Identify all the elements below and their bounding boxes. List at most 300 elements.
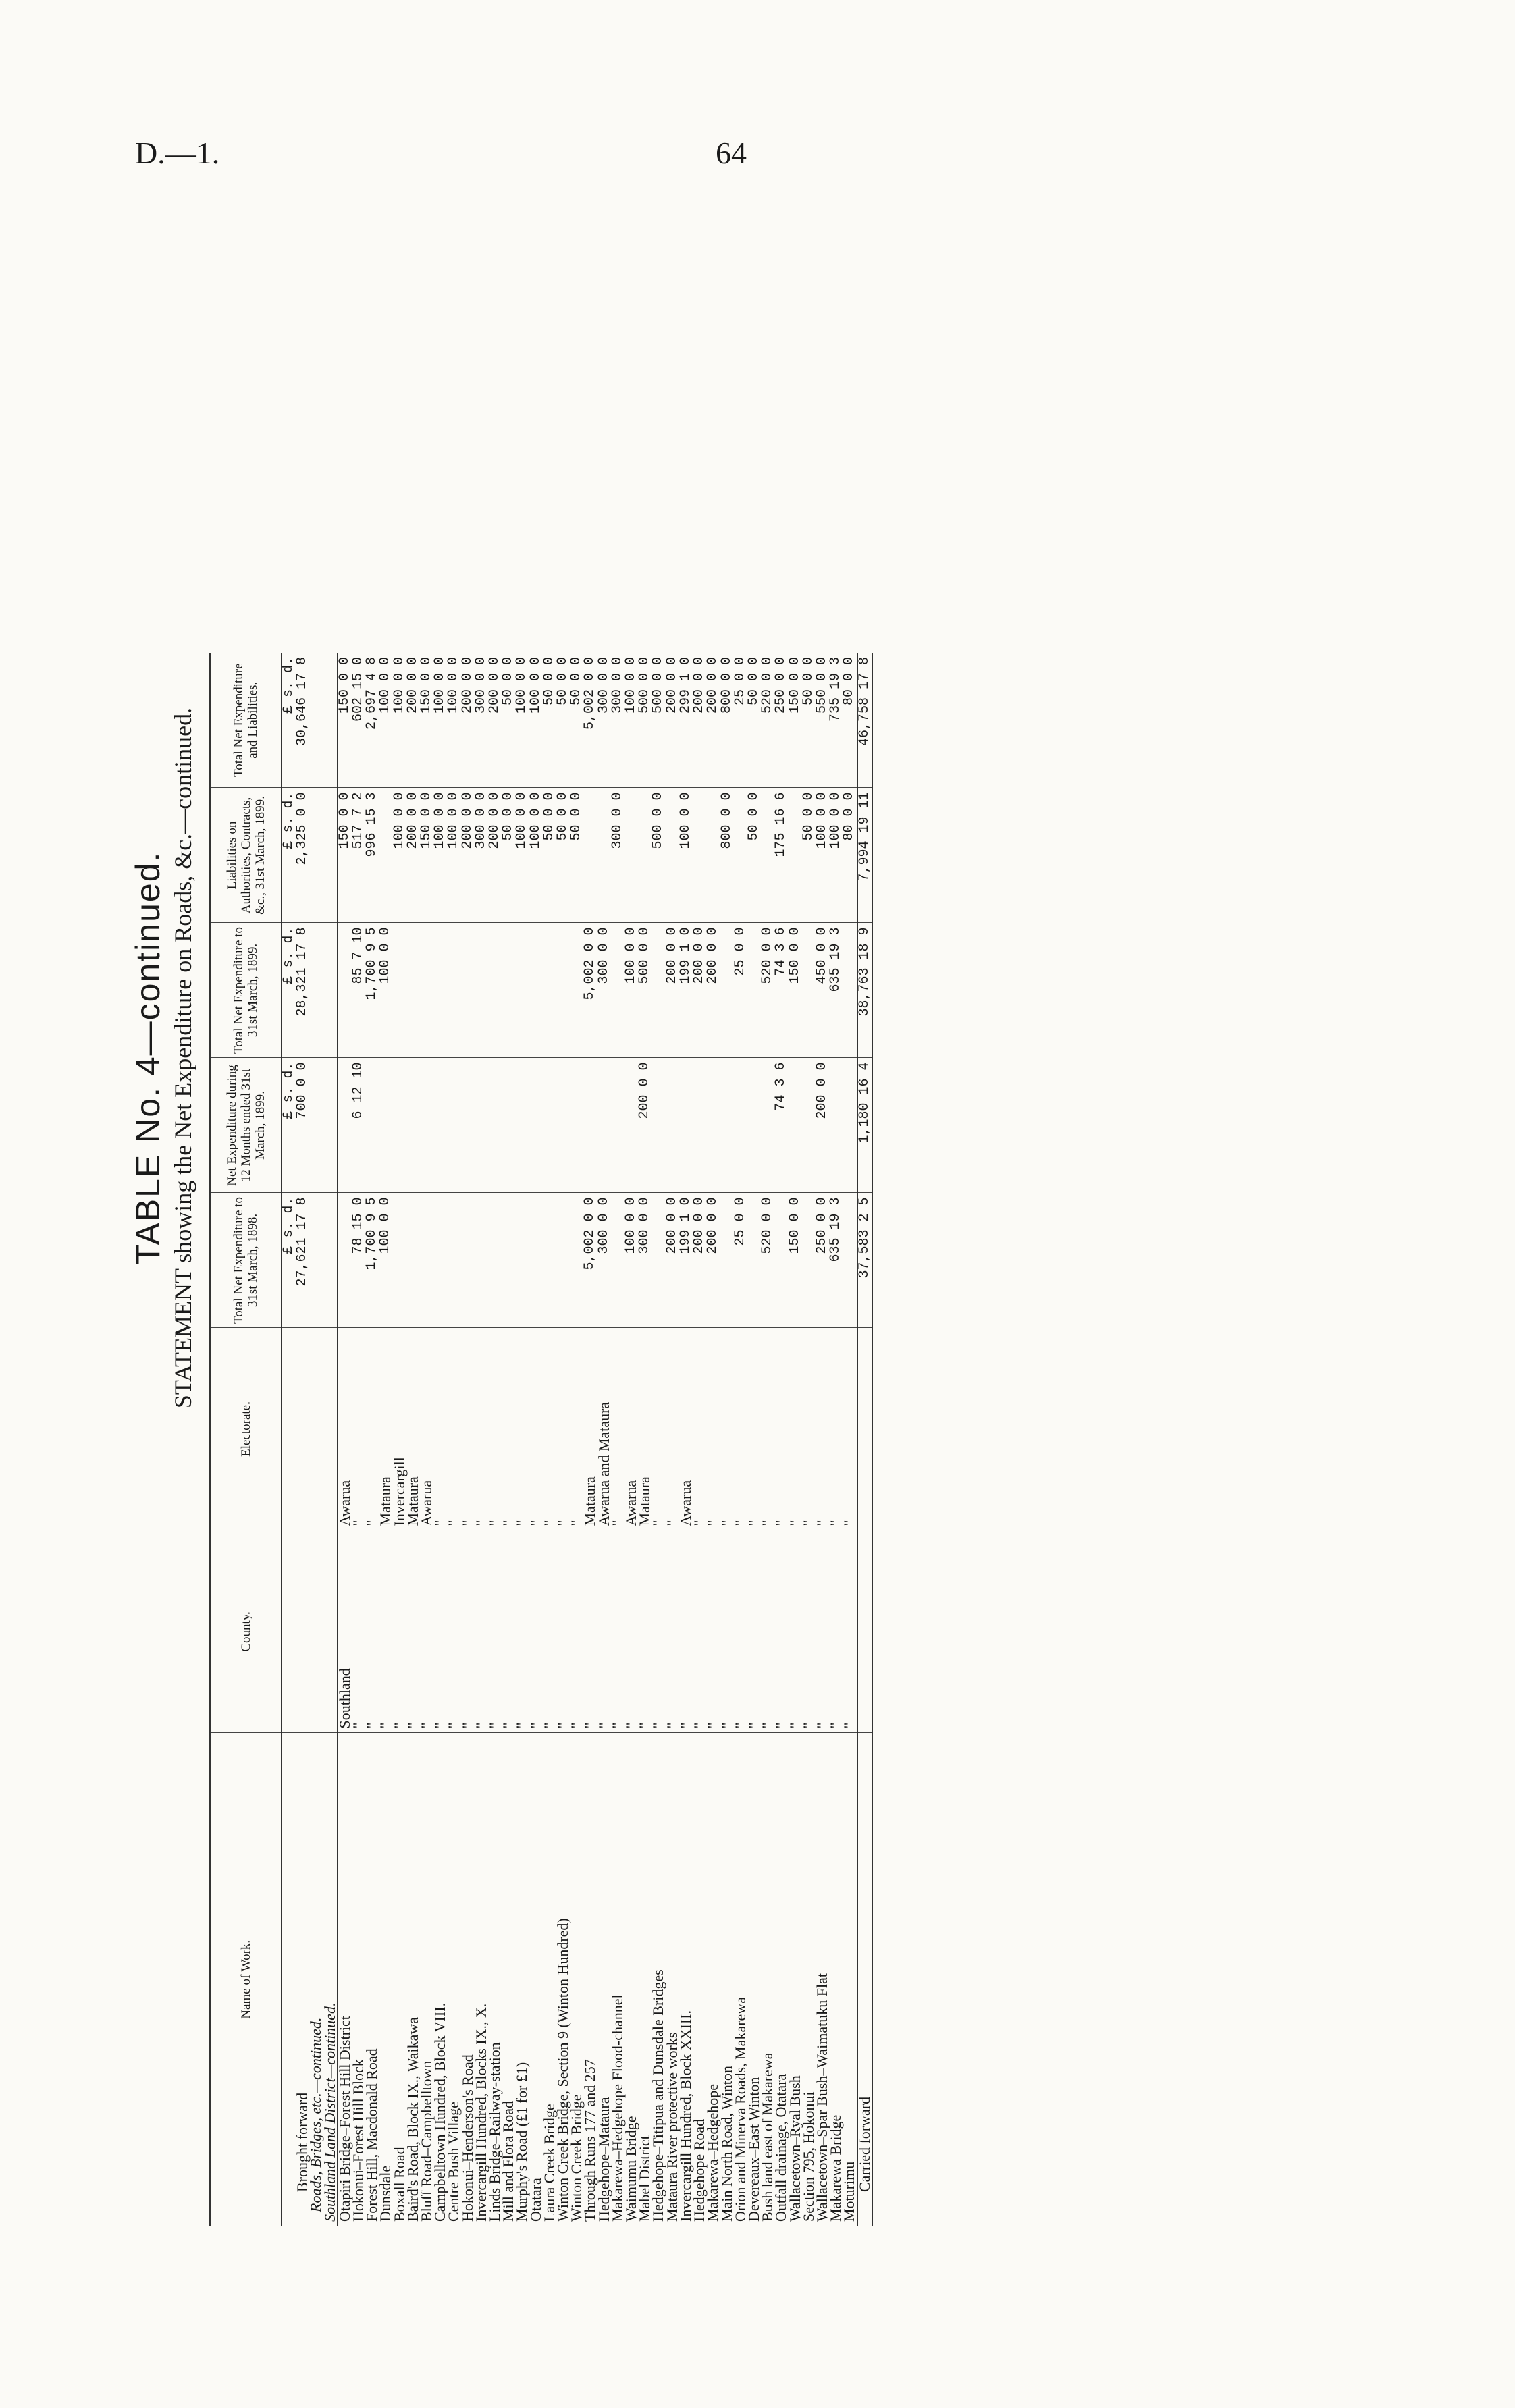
- amount: 100 0 0: [379, 653, 392, 788]
- table-row: [556, 653, 570, 2226]
- amount: 100 0 0: [829, 788, 843, 923]
- amount: 1,700 9 5: [365, 1193, 379, 1328]
- brought-forward-row: [296, 653, 309, 2226]
- amount: 520 0 0: [761, 923, 774, 1058]
- table-row: [747, 653, 761, 2226]
- work-name: Winton Creek Bridge, Section 9 (Winton Hundred): [554, 1918, 572, 2222]
- table-header-row: [210, 653, 282, 2226]
- amount: 100 0 0: [393, 653, 406, 788]
- amount: 100 0 0: [447, 653, 460, 788]
- table-row: [502, 653, 515, 2226]
- carried-forward-value: 7,994 19 11: [857, 788, 872, 923]
- table-row: [652, 653, 665, 2226]
- amount: 300 0 0: [475, 788, 488, 923]
- work-name: Hedgehope–Mataura: [595, 2097, 612, 2222]
- electorate: ": [789, 1328, 802, 1530]
- work-name: Mabel District: [636, 2135, 654, 2222]
- carried-forward-value: 37,583 2 5: [857, 1193, 872, 1328]
- table-row: [693, 653, 706, 2226]
- work-name: Through Runs 177 and 257: [581, 2059, 599, 2222]
- work-name: Makarewa Bridge: [827, 2114, 845, 2222]
- amount: [624, 1058, 638, 1193]
- amount: 200 0 0: [406, 653, 420, 788]
- amount: [556, 923, 570, 1058]
- county: ": [461, 1530, 475, 1733]
- amount: [433, 1058, 447, 1193]
- county: ": [570, 1530, 583, 1733]
- amount: [843, 1193, 857, 1328]
- amount: 50 0 0: [556, 653, 570, 788]
- amount: 299 1 0: [679, 653, 693, 788]
- amount: 100 0 0: [624, 1193, 638, 1328]
- amount: 50 0 0: [502, 788, 515, 923]
- amount: [393, 923, 406, 1058]
- amount: 100 0 0: [529, 788, 543, 923]
- county: ": [406, 1530, 420, 1733]
- amount: [488, 923, 502, 1058]
- amount: [720, 1193, 734, 1328]
- electorate: ": [475, 1328, 488, 1530]
- amount: [515, 1193, 529, 1328]
- amount: [583, 1058, 597, 1193]
- work-name: Murphy's Road (£1 for £1): [513, 2062, 531, 2222]
- amount: 78 15 0: [352, 1193, 365, 1328]
- amount: 520 0 0: [761, 1193, 774, 1328]
- amount: 200 0 0: [406, 788, 420, 923]
- column-header-liabilities: Liabilities on Authorities, Contracts, &c., 31st March, 1899.: [210, 788, 282, 923]
- amount: [475, 1193, 488, 1328]
- county: ": [475, 1530, 488, 1733]
- county: ": [433, 1530, 447, 1733]
- amount: [829, 1058, 843, 1193]
- expenditure-table: [209, 653, 873, 2226]
- column-header-county: County.: [210, 1530, 282, 1733]
- column-header-expenditure-1899: Total Net Expenditure to 31st March, 1899.: [210, 923, 282, 1058]
- electorate: Mataura: [638, 1328, 652, 1530]
- amount: 300 0 0: [475, 653, 488, 788]
- column-header-electorate: Electorate.: [210, 1328, 282, 1530]
- amount: [843, 1058, 857, 1193]
- electorate: ": [543, 1328, 556, 1530]
- electorate: ": [829, 1328, 843, 1530]
- amount: [447, 1058, 460, 1193]
- county: ": [747, 1530, 761, 1733]
- amount: [652, 923, 665, 1058]
- table-row: [420, 653, 433, 2226]
- table-row: [475, 653, 488, 2226]
- brought-forward-value: 700 0 0: [296, 1058, 309, 1193]
- amount: [666, 788, 679, 923]
- work-name: Makarewa–Hedgehope: [704, 2083, 722, 2222]
- amount: 735 19 3: [829, 653, 843, 788]
- amount: 175 16 6: [774, 788, 788, 923]
- work-name: Hokonui–Forest Hill Block: [350, 2059, 367, 2222]
- county: ": [679, 1530, 693, 1733]
- amount: 100 0 0: [624, 653, 638, 788]
- work-name: Invercargill Hundred, Block XXIII.: [676, 2010, 694, 2222]
- county: ": [789, 1530, 802, 1733]
- carried-forward-value: 46,758 17 8: [857, 653, 872, 788]
- amount: 450 0 0: [816, 923, 829, 1058]
- carried-forward-label: Carried forward: [857, 1733, 872, 2226]
- carried-forward-row: [857, 653, 872, 2226]
- county: ": [556, 1530, 570, 1733]
- amount: 300 0 0: [597, 1193, 611, 1328]
- county: ": [816, 1530, 829, 1733]
- amount: 200 0 0: [706, 1193, 720, 1328]
- county: ": [761, 1530, 774, 1733]
- amount: 50 0 0: [802, 653, 816, 788]
- amount: 5,002 0 0: [583, 653, 597, 788]
- electorate: ": [529, 1328, 543, 1530]
- electorate: Mataura: [379, 1328, 392, 1530]
- work-name: Invercargill Hundred, Blocks IX., X.: [472, 2003, 489, 2222]
- table-row: [624, 653, 638, 2226]
- county: ": [447, 1530, 460, 1733]
- amount: [420, 1058, 433, 1193]
- amount: 200 0 0: [638, 1058, 652, 1193]
- amount: [720, 923, 734, 1058]
- electorate: ": [843, 1328, 857, 1530]
- amount: [529, 1193, 543, 1328]
- table-row: [829, 653, 843, 2226]
- amount: 1,700 9 5: [365, 923, 379, 1058]
- table-row: [433, 653, 447, 2226]
- table-subtitle: STATEMENT showing the Net Expenditure on Roads, &c.—continued.: [169, 707, 196, 1409]
- brought-forward-label: Brought forward: [294, 2092, 311, 2192]
- amount: 150 0 0: [338, 788, 352, 923]
- electorate: Awarua: [624, 1328, 638, 1530]
- amount: [652, 1058, 665, 1193]
- work-name: Waimumu Bridge: [622, 2116, 640, 2222]
- electorate: ": [747, 1328, 761, 1530]
- amount: [556, 1193, 570, 1328]
- table-row: [597, 653, 611, 2226]
- amount: 500 0 0: [638, 653, 652, 788]
- amount: [611, 1193, 624, 1328]
- amount: 800 0 0: [720, 788, 734, 923]
- amount: 6 12 10: [352, 1058, 365, 1193]
- amount: 200 0 0: [488, 653, 502, 788]
- county: ": [774, 1530, 788, 1733]
- county: ": [420, 1530, 433, 1733]
- amount: [447, 923, 460, 1058]
- amount: [406, 1193, 420, 1328]
- county: ": [365, 1530, 379, 1733]
- table-row: [611, 653, 624, 2226]
- amount: 100 0 0: [816, 788, 829, 923]
- electorate: ": [488, 1328, 502, 1530]
- work-name: Wallacetown–Spar Bush–Waimatuku Flat: [813, 1973, 830, 2222]
- amount: [529, 923, 543, 1058]
- amount: 602 15 0: [352, 653, 365, 788]
- electorate: ": [774, 1328, 788, 1530]
- table-title: TABLE No. 4—continued.: [129, 851, 167, 1265]
- units-row: [282, 653, 296, 2226]
- amount: 199 1 0: [679, 1193, 693, 1328]
- amount: 300 0 0: [611, 788, 624, 923]
- electorate: ": [706, 1328, 720, 1530]
- work-name: Makarewa–Hedgehope Flood-channel: [608, 1994, 626, 2222]
- electorate: ": [652, 1328, 665, 1530]
- amount: [393, 1058, 406, 1193]
- amount: 85 7 10: [352, 923, 365, 1058]
- table-row: [734, 653, 747, 2226]
- amount: [433, 923, 447, 1058]
- amount: 300 0 0: [597, 923, 611, 1058]
- amount: 500 0 0: [652, 788, 665, 923]
- amount: 100 0 0: [433, 788, 447, 923]
- county: ": [666, 1530, 679, 1733]
- table-row: [570, 653, 583, 2226]
- amount: [611, 923, 624, 1058]
- electorate: ": [461, 1328, 475, 1530]
- amount: [802, 923, 816, 1058]
- amount: 200 0 0: [693, 923, 706, 1058]
- amount: 150 0 0: [420, 788, 433, 923]
- electorate: ": [734, 1328, 747, 1530]
- amount: [488, 1058, 502, 1193]
- county: ": [802, 1530, 816, 1733]
- county: ": [843, 1530, 857, 1733]
- carried-forward-value: 38,763 18 9: [857, 923, 872, 1058]
- amount: 50 0 0: [543, 788, 556, 923]
- work-name: Hedgehope–Titipua and Dunsdale Bridges: [649, 1969, 667, 2222]
- amount: 200 0 0: [666, 1193, 679, 1328]
- amount: 100 0 0: [529, 653, 543, 788]
- work-name: Main North Road, Winton: [718, 2066, 735, 2222]
- amount: [597, 1058, 611, 1193]
- electorate: ": [816, 1328, 829, 1530]
- table-row: [706, 653, 720, 2226]
- column-header-expenditure-1898: Total Net Expenditure to 31st March, 1898.: [210, 1193, 282, 1328]
- electorate: ": [761, 1328, 774, 1530]
- table-row: [774, 653, 788, 2226]
- work-name: Otapiri Bridge–Forest Hill District: [336, 2016, 353, 2222]
- amount: [447, 1193, 460, 1328]
- table-row: [666, 653, 679, 2226]
- work-name: Winton Creek Bridge: [568, 2094, 585, 2222]
- county: ": [583, 1530, 597, 1733]
- amount: 200 0 0: [488, 788, 502, 923]
- amount: 50 0 0: [747, 653, 761, 788]
- amount: [556, 1058, 570, 1193]
- county: ": [693, 1530, 706, 1733]
- amount: 550 0 0: [816, 653, 829, 788]
- table-row: [447, 653, 460, 2226]
- amount: [420, 923, 433, 1058]
- amount: [747, 923, 761, 1058]
- amount: 150 0 0: [789, 653, 802, 788]
- amount: 150 0 0: [338, 653, 352, 788]
- table-row: [379, 653, 392, 2226]
- amount: [624, 788, 638, 923]
- amount: 200 0 0: [706, 923, 720, 1058]
- electorate: ": [720, 1328, 734, 1530]
- page-number: 64: [716, 136, 747, 170]
- county: ": [393, 1530, 406, 1733]
- amount: 74 3 6: [774, 1058, 788, 1193]
- amount: [747, 1193, 761, 1328]
- amount: 517 7 2: [352, 788, 365, 923]
- amount: 5,002 0 0: [583, 923, 597, 1058]
- electorate: Invercargill: [393, 1328, 406, 1530]
- amount: [706, 788, 720, 923]
- table-row: [338, 653, 352, 2226]
- amount: [515, 1058, 529, 1193]
- amount: [543, 923, 556, 1058]
- electorate: ": [447, 1328, 460, 1530]
- amount: 800 0 0: [720, 653, 734, 788]
- electorate: Awarua: [679, 1328, 693, 1530]
- amount: 100 0 0: [379, 1193, 392, 1328]
- table-row: [843, 653, 857, 2226]
- amount: 25 0 0: [734, 653, 747, 788]
- electorate: ": [666, 1328, 679, 1530]
- amount: 100 0 0: [515, 653, 529, 788]
- amount: [802, 1058, 816, 1193]
- county: ": [488, 1530, 502, 1733]
- amount: [379, 1058, 392, 1193]
- amount: 74 3 6: [774, 923, 788, 1058]
- table-row: [816, 653, 829, 2226]
- work-name: Mill and Flora Road: [500, 2100, 517, 2222]
- amount: [789, 1058, 802, 1193]
- electorate: Mataura: [583, 1328, 597, 1530]
- section-heading: Roads, Bridges, etc.—continued.: [307, 2017, 325, 2212]
- county: ": [597, 1530, 611, 1733]
- county: ": [379, 1530, 392, 1733]
- work-name: Outfall drainage, Otatara: [772, 2073, 790, 2222]
- table-row: [720, 653, 734, 2226]
- amount: [475, 923, 488, 1058]
- unit-label: £ s. d.: [282, 923, 296, 1058]
- work-name: Devereaux–East Winton: [745, 2077, 762, 2222]
- column-header-name: Name of Work.: [210, 1733, 282, 2226]
- page-reference: D.—1.: [135, 136, 220, 170]
- amount: [570, 1193, 583, 1328]
- amount: 200 0 0: [816, 1058, 829, 1193]
- amount: [543, 1058, 556, 1193]
- work-name: Centre Bush Village: [445, 2102, 462, 2222]
- electorate: ": [570, 1328, 583, 1530]
- amount: 500 0 0: [638, 923, 652, 1058]
- amount: [529, 1058, 543, 1193]
- unit-label: £ s. d.: [282, 1058, 296, 1193]
- amount: 199 1 0: [679, 923, 693, 1058]
- amount: 996 15 3: [365, 788, 379, 923]
- county: ": [829, 1530, 843, 1733]
- brought-forward-value: 28,321 17 8: [296, 923, 309, 1058]
- table-row: [679, 653, 693, 2226]
- work-name: Bush land east of Makarewa: [759, 2052, 776, 2222]
- county: ": [529, 1530, 543, 1733]
- amount: [502, 1193, 515, 1328]
- amount: 500 0 0: [652, 653, 665, 788]
- amount: 50 0 0: [802, 788, 816, 923]
- amount: 200 0 0: [693, 653, 706, 788]
- work-name: Orion and Minerva Roads, Makarewa: [731, 1997, 749, 2222]
- amount: 300 0 0: [611, 653, 624, 788]
- column-header-total: Total Net Expenditure and Liabilities.: [210, 653, 282, 788]
- amount: [734, 788, 747, 923]
- amount: 100 0 0: [515, 788, 529, 923]
- district-heading-row: [323, 653, 338, 2226]
- county: ": [638, 1530, 652, 1733]
- amount: 150 0 0: [420, 653, 433, 788]
- amount: 25 0 0: [734, 1193, 747, 1328]
- amount: [774, 1193, 788, 1328]
- amount: [406, 1058, 420, 1193]
- amount: [679, 1058, 693, 1193]
- brought-forward-value: 30,646 17 8: [296, 653, 309, 788]
- electorate: ": [611, 1328, 624, 1530]
- electorate: Mataura: [406, 1328, 420, 1530]
- county: ": [352, 1530, 365, 1733]
- electorate: ": [502, 1328, 515, 1530]
- amount: 50 0 0: [543, 653, 556, 788]
- amount: 300 0 0: [597, 653, 611, 788]
- amount: [570, 923, 583, 1058]
- work-name: Mataura River protective works: [663, 2032, 681, 2222]
- county: ": [543, 1530, 556, 1733]
- amount: 635 19 3: [829, 923, 843, 1058]
- amount: [597, 788, 611, 923]
- amount: 5,002 0 0: [583, 1193, 597, 1328]
- amount: [843, 923, 857, 1058]
- amount: 2,697 4 8: [365, 653, 379, 788]
- table-row: [406, 653, 420, 2226]
- electorate: Awarua: [420, 1328, 433, 1530]
- electorate: ": [433, 1328, 447, 1530]
- amount: [638, 788, 652, 923]
- amount: 100 0 0: [624, 923, 638, 1058]
- amount: 200 0 0: [666, 923, 679, 1058]
- amount: [747, 1058, 761, 1193]
- county: ": [502, 1530, 515, 1733]
- amount: [338, 1193, 352, 1328]
- county: ": [706, 1530, 720, 1733]
- amount: 200 0 0: [706, 653, 720, 788]
- electorate: ": [352, 1328, 365, 1530]
- amount: 150 0 0: [789, 1193, 802, 1328]
- electorate: ": [556, 1328, 570, 1530]
- brought-forward-value: 27,621 17 8: [296, 1193, 309, 1328]
- amount: [761, 788, 774, 923]
- amount: [393, 1193, 406, 1328]
- table-row: [761, 653, 774, 2226]
- amount: [761, 1058, 774, 1193]
- amount: 50 0 0: [502, 653, 515, 788]
- county: ": [611, 1530, 624, 1733]
- amount: [720, 1058, 734, 1193]
- amount: [789, 788, 802, 923]
- work-name: Forest Hill, Macdonald Road: [363, 2048, 381, 2222]
- work-name: Baird's Road, Block IX., Waikawa: [404, 2016, 421, 2222]
- amount: [338, 1058, 352, 1193]
- amount: [475, 1058, 488, 1193]
- amount: [666, 1058, 679, 1193]
- amount: 50 0 0: [747, 788, 761, 923]
- amount: 200 0 0: [461, 653, 475, 788]
- amount: 50 0 0: [570, 788, 583, 923]
- work-name: Campbelltown Hundred, Block VIII.: [431, 2002, 449, 2222]
- amount: [338, 923, 352, 1058]
- table-row: [352, 653, 365, 2226]
- amount: 300 0 0: [638, 1193, 652, 1328]
- amount: [802, 1193, 816, 1328]
- unit-label: £ s. d.: [282, 788, 296, 923]
